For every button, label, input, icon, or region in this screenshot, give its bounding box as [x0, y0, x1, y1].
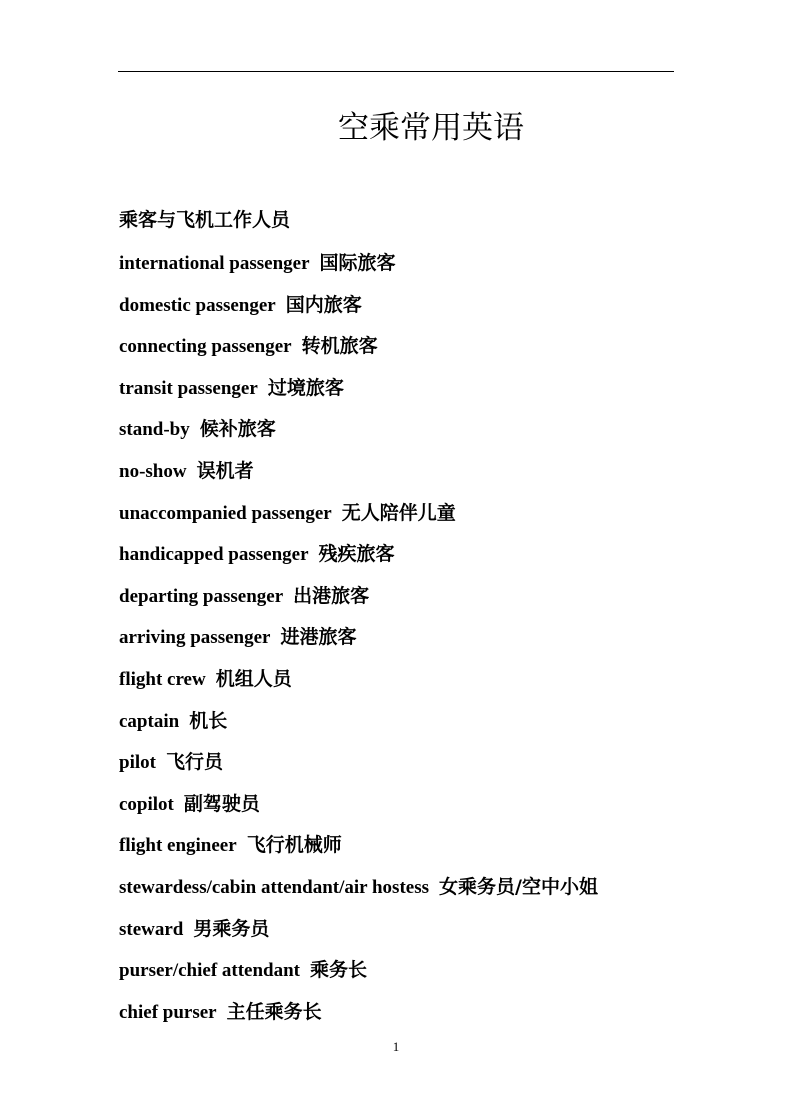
vocabulary-item [119, 332, 759, 374]
term-chinese: 副驾驶员 [183, 792, 260, 815]
term-chinese: 女乘务员/空中小姐 [439, 875, 598, 898]
term-english: handicapped passenger [119, 544, 309, 566]
term-chinese: 误机者 [196, 459, 254, 482]
vocabulary-item [119, 873, 759, 915]
vocabulary-item [119, 998, 759, 1040]
vocabulary-item [119, 582, 759, 624]
vocabulary-item [119, 956, 759, 998]
vocabulary-item [119, 374, 759, 416]
term-chinese: 乘务长 [310, 959, 368, 982]
term-chinese: 机组人员 [215, 667, 292, 690]
term-chinese: 候补旅客 [199, 418, 276, 441]
term-english: flight engineer [119, 835, 237, 857]
term-english: no-show [119, 460, 187, 482]
term-english: domestic passenger [119, 294, 276, 316]
vocabulary-item [119, 915, 759, 957]
vocabulary-item [119, 499, 759, 541]
term-english: international passenger [119, 253, 310, 274]
vocabulary-item [119, 291, 759, 333]
vocabulary-item [119, 415, 759, 457]
vocabulary-item [119, 457, 759, 499]
vocabulary-item [119, 665, 759, 707]
term-english: steward [119, 918, 184, 940]
term-english: chief purser [119, 1001, 217, 1023]
term-chinese: 进港旅客 [280, 626, 357, 649]
term-english: transit passenger [119, 377, 258, 399]
term-chinese: 无人陪伴儿童 [341, 501, 456, 524]
term-chinese: 国际旅客 [319, 252, 396, 274]
term-chinese: 飞行机械师 [246, 834, 342, 857]
term-chinese: 机长 [189, 709, 228, 732]
term-chinese: 转机旅客 [301, 335, 378, 358]
term-english: pilot [119, 752, 156, 774]
term-chinese: 出港旅客 [293, 584, 370, 607]
term-english: stand-by [119, 419, 190, 441]
term-english: copilot [119, 793, 174, 815]
term-english: flight crew [119, 668, 206, 690]
vocabulary-item [119, 748, 759, 790]
vocabulary-list [119, 249, 759, 1039]
term-english: captain [119, 710, 180, 732]
vocabulary-item [119, 831, 759, 873]
vocabulary-item [119, 707, 759, 749]
vocabulary-item [119, 790, 759, 832]
page-number: 1 [392, 1039, 400, 1054]
section-heading: 乘客与飞机工作人员 [119, 209, 291, 231]
term-chinese: 飞行员 [165, 751, 223, 774]
term-chinese: 过境旅客 [267, 376, 344, 399]
vocabulary-item [119, 249, 759, 291]
term-chinese: 男乘务员 [193, 917, 270, 940]
term-english: unaccompanied passenger [119, 502, 332, 524]
term-english: purser/chief attendant [119, 960, 301, 982]
term-chinese: 残疾旅客 [318, 543, 395, 566]
header-rule [118, 71, 674, 72]
vocabulary-item [119, 623, 759, 665]
term-chinese: 国内旅客 [285, 293, 362, 316]
term-english: departing passenger [119, 585, 284, 607]
page-title: 空乘常用英语 [338, 110, 524, 146]
term-english: connecting passenger [119, 336, 292, 358]
term-english: arriving passenger [119, 627, 271, 649]
vocabulary-item [119, 540, 759, 582]
term-english: stewardess/cabin attendant/air hostess [119, 876, 429, 898]
term-chinese: 主任乘务长 [226, 1000, 322, 1023]
